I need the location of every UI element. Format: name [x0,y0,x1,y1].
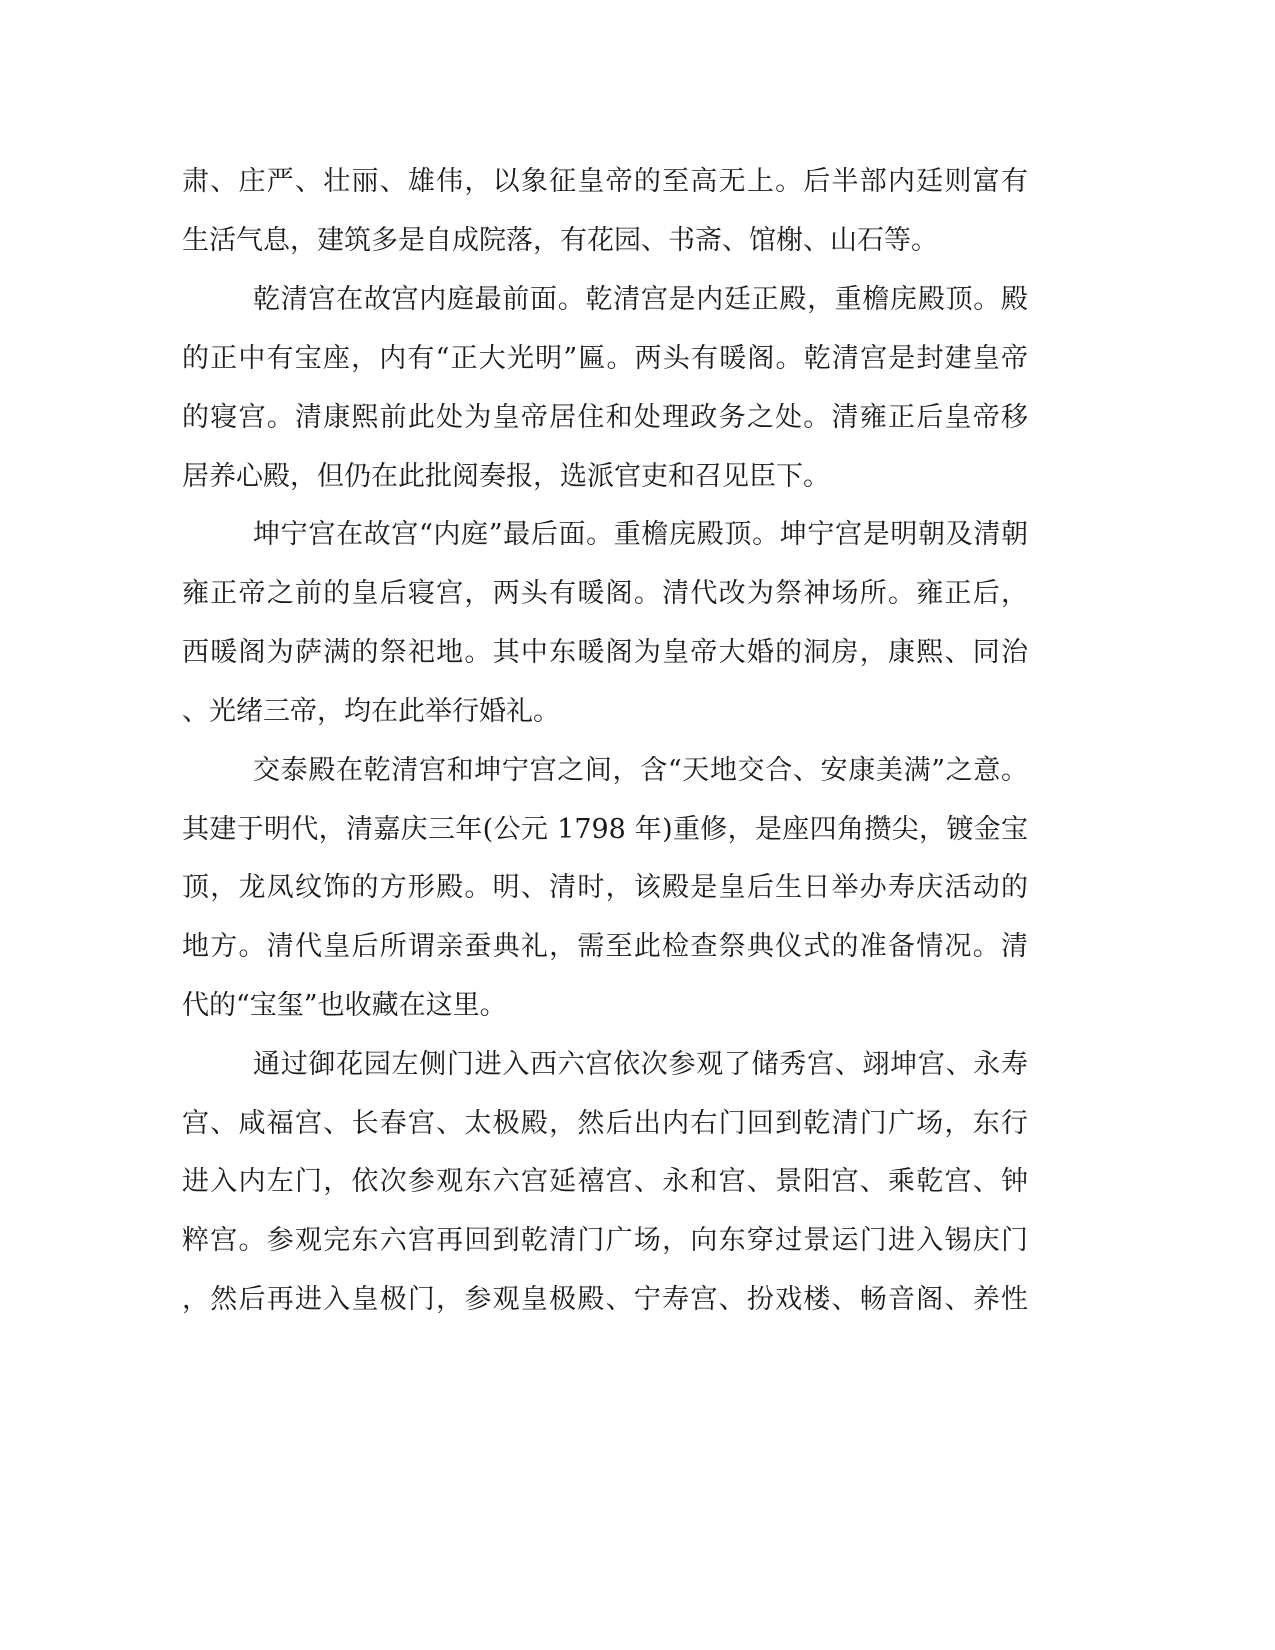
text-line-3: 乾清宫在故宫内庭最前面。乾清宫是内廷正殿，重檐庑殿顶。殿 [253,284,1028,315]
text-line-4: 的正中有宝座，内有“正大光明”匾。两头有暖阁。乾清宫是封建皇帝 [182,343,1028,374]
text-line-16: 通过御花园左侧门进入西六宫依次参观了储秀宫、翊坤宫、永寿 [253,1049,1028,1080]
text-line-13: 顶，龙凤纹饰的方形殿。明、清时，该殿是皇后生日举办寿庆活动的 [182,872,1028,903]
text-line-10: 、光绪三帝，均在此举行婚礼。 [182,696,560,727]
text-line-8: 雍正帝之前的皇后寝宫，两头有暖阁。清代改为祭神场所。雍正后， [182,578,1028,609]
text-line-6: 居养心殿，但仍在此批阅奏报，选派官吏和召见臣下。 [182,461,830,492]
text-line-7: 坤宁宫在故宫“内庭”最后面。重檐庑殿顶。坤宁宫是明朝及清朝 [253,519,1028,550]
text-line-15: 代的“宝玺”也收藏在这里。 [182,990,507,1021]
text-line-17: 宫、咸福宫、长春宫、太极殿，然后出内右门回到乾清门广场，东行 [182,1108,1028,1139]
text-line-20: ，然后再进入皇极门，参观皇极殿、宁寿宫、扮戏楼、畅音阁、养性 [182,1284,1028,1315]
text-line-14: 地方。清代皇后所谓亲蚕典礼，需至此检查祭典仪式的准备情况。清 [182,931,1028,962]
text-line-5: 的寝宫。清康熙前此处为皇帝居住和处理政务之处。清雍正后皇帝移 [182,402,1028,433]
text-line-11: 交泰殿在乾清宫和坤宁宫之间，含“天地交合、安康美满”之意。 [253,755,1028,786]
text-line-2: 生活气息，建筑多是自成院落，有花园、书斋、馆榭、山石等。 [182,225,938,256]
text-line-18: 进入内左门，依次参观东六宫延禧宫、永和宫、景阳宫、乘乾宫、钟 [182,1166,1028,1197]
text-line-12: 其建于明代，清嘉庆三年(公元 1798 年)重修，是座四角攒尖，镀金宝 [182,814,1028,845]
text-line-19: 粹宫。参观完东六宫再回到乾清门广场，向东穿过景运门进入锡庆门 [182,1225,1028,1256]
text-line-1: 肃、庄严、壮丽、雄伟，以象征皇帝的至高无上。后半部内廷则富有 [182,166,1028,197]
text-line-9: 西暖阁为萨满的祭祀地。其中东暖阁为皇帝大婚的洞房，康熙、同治 [182,637,1028,668]
